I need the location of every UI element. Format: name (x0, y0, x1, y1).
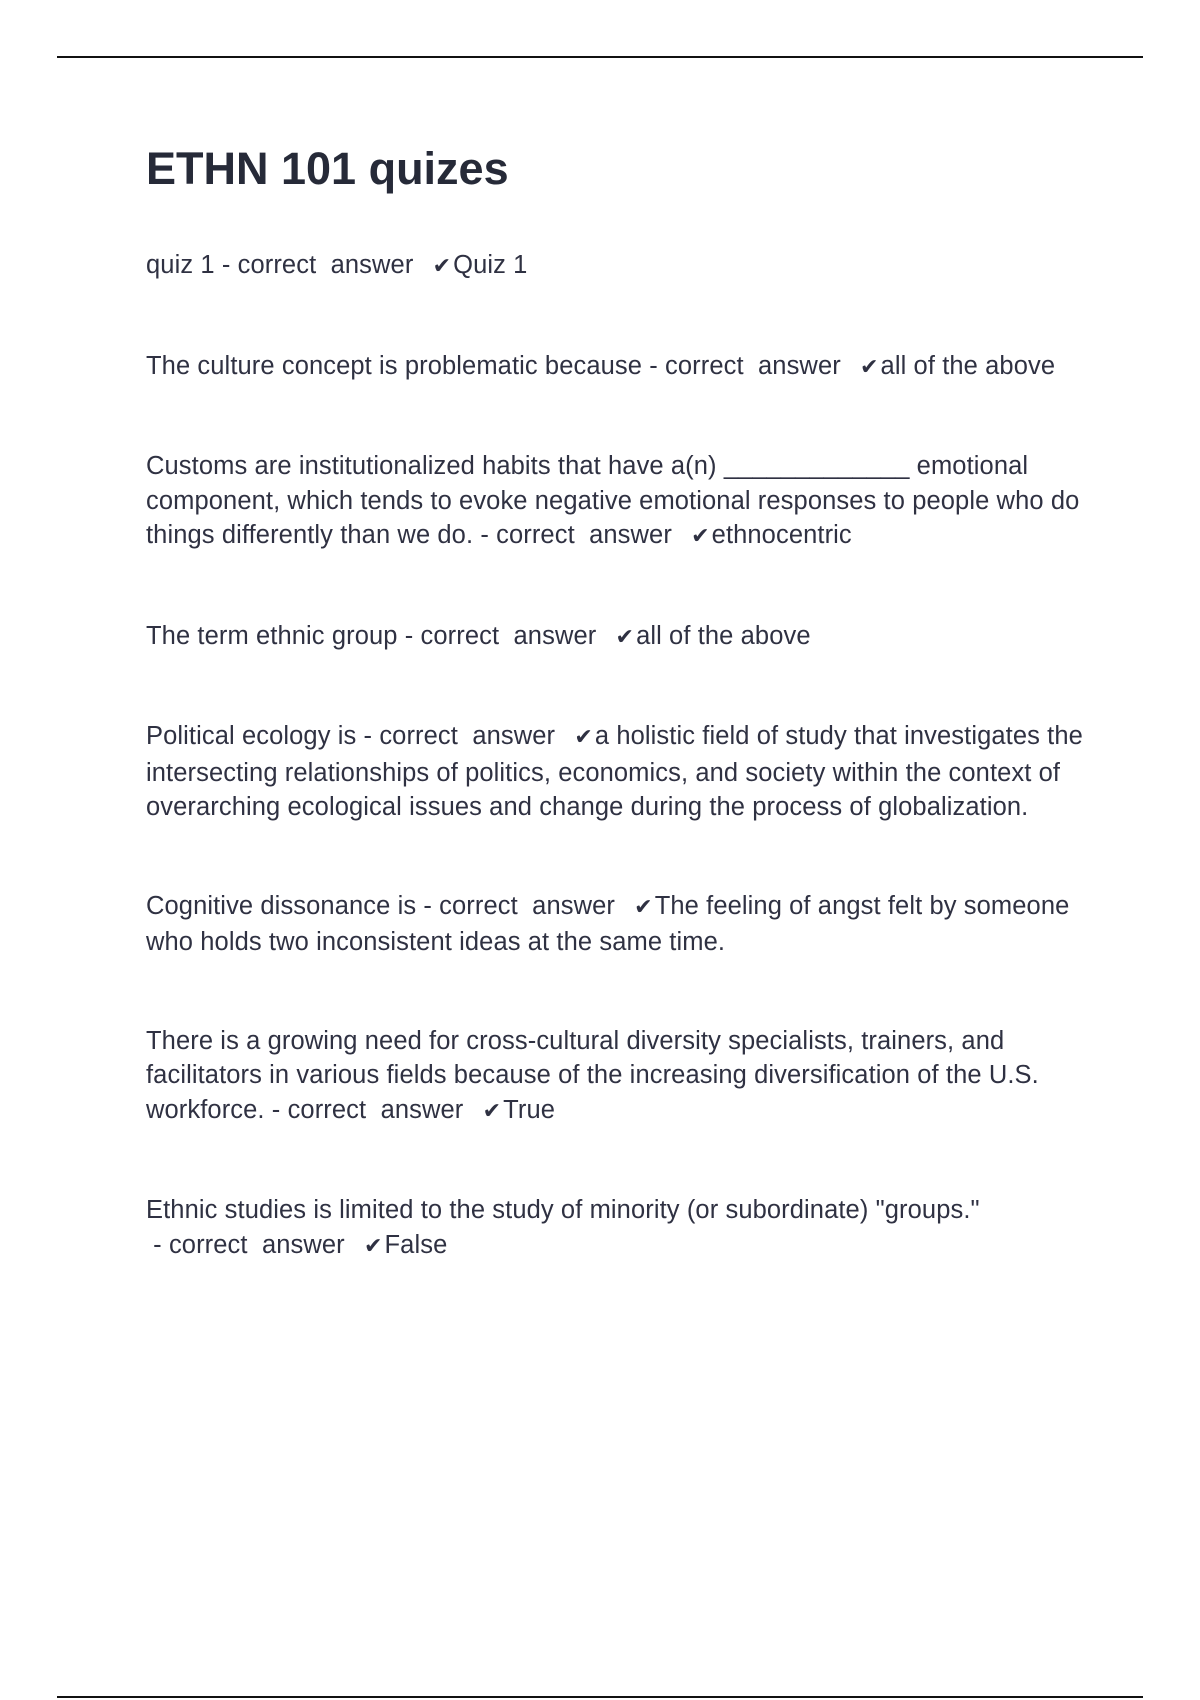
question-text: Customs are institutionalized habits that have a(n) _____________ emotional component, which tends to evoke negative emotional responses to people who do things differently than we do. (146, 452, 1080, 549)
answer-separator: - correct answer (397, 621, 604, 650)
qa-item-1 (146, 248, 1096, 285)
answer-text: False (384, 1230, 448, 1259)
answer-separator: - correct answer (416, 891, 623, 920)
question-text: quiz 1 (146, 251, 215, 279)
question-text: The culture concept is problematic because (146, 351, 643, 380)
qa-item-5 (146, 719, 1096, 825)
checkmark-icon: ✔ (860, 354, 879, 380)
answer-separator: - correct answer (642, 351, 848, 380)
answer-separator: - correct answer (264, 1095, 471, 1124)
document-title: ETHN 101 quizes (146, 143, 509, 194)
answer-separator: - correct answer (473, 521, 680, 549)
checkmark-icon: ✔ (615, 624, 635, 650)
question-text: The term ethnic group (146, 621, 398, 650)
checkmark-icon: ✔ (363, 1233, 383, 1259)
question-text: There is a growing need for cross-cultural diversity specialists, trainers, and facilitators in various fields because of the increasing diversification of the U.S. workforce. (146, 1026, 1039, 1124)
top-divider (57, 56, 1143, 58)
checkmark-icon: ✔ (574, 725, 593, 750)
qa-item-7 (146, 1024, 1096, 1130)
qa-item-4 (146, 619, 1096, 656)
qa-item-3 (146, 449, 1096, 555)
qa-item-6 (146, 889, 1096, 960)
answer-text: all of the above (880, 351, 1056, 380)
answer-text: The feeling of angst felt by someone who holds two inconsistent ideas at the same time. (146, 891, 1070, 956)
qa-item-8 (146, 1193, 1096, 1264)
answer-separator: - correct answer (214, 251, 421, 279)
checkmark-icon: ✔ (634, 894, 653, 920)
question-text: Ethnic studies is limited to the study of minority (or subordinate) "groups." (146, 1196, 980, 1224)
question-text: Political ecology is (146, 722, 357, 750)
checkmark-icon: ✔ (482, 1098, 502, 1124)
document-body (146, 142, 1096, 1328)
checkmark-icon: ✔ (691, 524, 710, 549)
checkmark-icon: ✔ (432, 254, 452, 279)
answer-text: True (503, 1095, 556, 1124)
answer-separator: - correct answer (356, 722, 563, 750)
answer-text: all of the above (636, 621, 811, 650)
answer-separator: - correct answer (146, 1230, 352, 1259)
question-text: Cognitive dissonance is (146, 891, 417, 920)
qa-item-2 (146, 349, 1096, 386)
bottom-divider (57, 1696, 1143, 1698)
answer-text: a holistic field of study that investigates the intersecting relationships of politics, economics, and society within the context of overarching ecological issues and change during the process of globalization. (146, 722, 1083, 821)
answer-text: ethnocentric (711, 521, 852, 549)
answer-text: Quiz 1 (453, 251, 528, 279)
